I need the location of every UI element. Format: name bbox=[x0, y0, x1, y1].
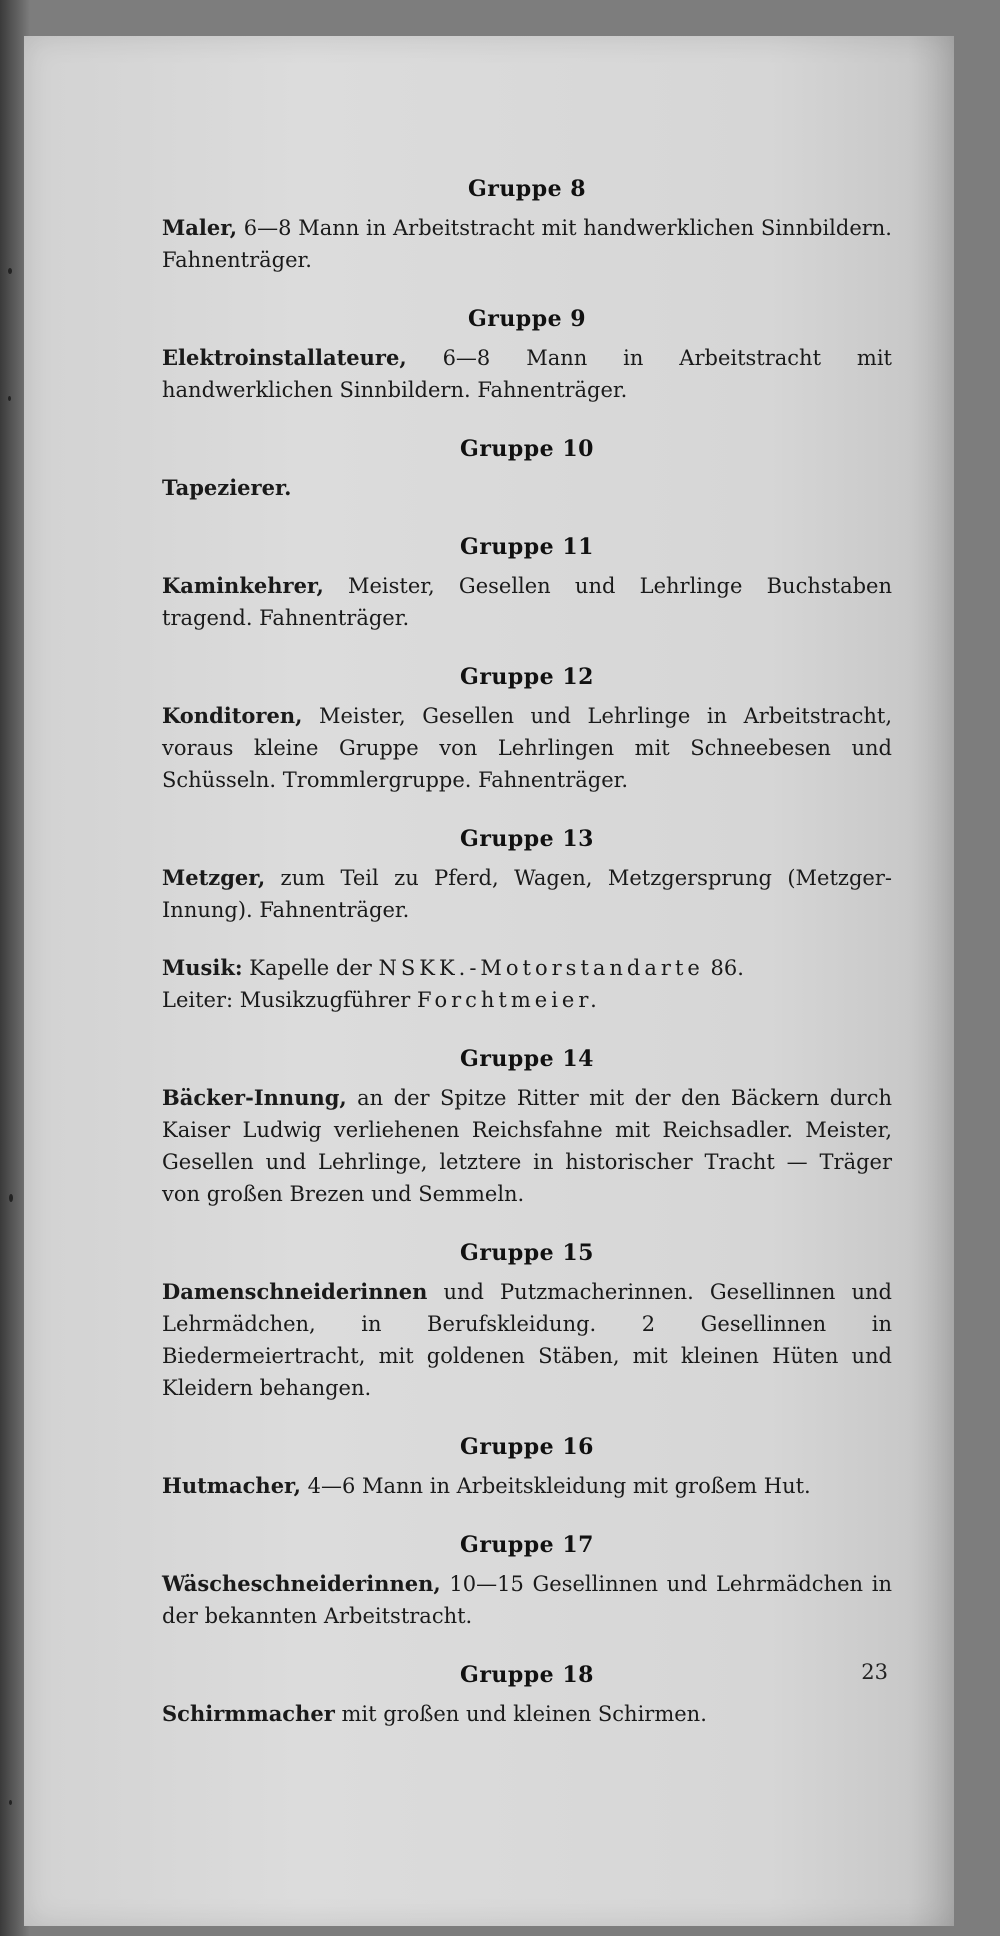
group-description bbox=[162, 1698, 892, 1730]
binding-speck bbox=[9, 1194, 13, 1202]
group-text: zum Teil zu Pferd, Wagen, Metzgersprung (Metzger-Innung). Fahnenträger. bbox=[162, 866, 892, 922]
music-info bbox=[162, 952, 892, 1016]
group-description bbox=[162, 212, 892, 276]
group-lead: Kaminkehrer, bbox=[162, 573, 324, 598]
group-lead: Damenschneiderinnen bbox=[162, 1279, 428, 1304]
group-lead: Maler, bbox=[162, 215, 238, 240]
group-text: und Putzmacherinnen. Gesellinnen und Lehrmädchen, in Berufskleidung. 2 Gesellinnen in Biedermeiertracht, mit goldenen Stäben, mit kleinen Hüten und Kleidern behangen. bbox=[162, 1280, 892, 1400]
group-lead: Elektroinstallateure, bbox=[162, 345, 407, 370]
binding-speck bbox=[9, 1800, 12, 1805]
music-band-line bbox=[162, 952, 892, 984]
group-9 bbox=[162, 306, 892, 406]
music-leader-label: Leiter: Musikzugführer bbox=[162, 988, 418, 1012]
group-heading: Gruppe 14 bbox=[460, 1046, 594, 1072]
group-description bbox=[162, 472, 892, 504]
group-text: 6—8 Mann in Arbeitstracht mit handwerklichen Sinnbildern. Fahnenträger. bbox=[162, 346, 892, 402]
music-band-name: NSKK.-Motorstandarte bbox=[378, 956, 704, 980]
group-heading: Gruppe 15 bbox=[460, 1240, 594, 1266]
group-lead: Konditoren, bbox=[162, 703, 303, 728]
group-8 bbox=[162, 176, 892, 276]
group-lead: Tapezierer. bbox=[162, 475, 292, 500]
group-14 bbox=[162, 1046, 892, 1210]
group-heading: Gruppe 16 bbox=[460, 1434, 594, 1460]
group-lead: Wäscheschneiderinnen, bbox=[162, 1571, 441, 1596]
music-band-number: 86. bbox=[703, 956, 744, 980]
group-heading: Gruppe 18 bbox=[460, 1662, 594, 1688]
group-12 bbox=[162, 664, 892, 796]
music-leader-name: Forchtmeier. bbox=[417, 988, 601, 1012]
group-text: 4—6 Mann in Arbeitskleidung mit großem Hut. bbox=[300, 1474, 811, 1498]
page-edge-shadow bbox=[908, 36, 954, 1926]
group-description bbox=[162, 1082, 892, 1210]
group-text: mit großen und kleinen Schirmen. bbox=[334, 1702, 707, 1726]
group-heading: Gruppe 17 bbox=[460, 1532, 594, 1558]
group-heading: Gruppe 8 bbox=[467, 176, 587, 202]
group-heading: Gruppe 10 bbox=[460, 436, 594, 462]
group-description bbox=[162, 862, 892, 926]
page-content bbox=[162, 176, 892, 1760]
group-17 bbox=[162, 1532, 892, 1632]
book-page bbox=[24, 36, 954, 1926]
group-description bbox=[162, 342, 892, 406]
group-description bbox=[162, 1568, 892, 1632]
group-heading: Gruppe 9 bbox=[467, 306, 587, 332]
group-description bbox=[162, 1276, 892, 1404]
music-band: Kapelle der bbox=[242, 956, 379, 980]
group-description bbox=[162, 570, 892, 634]
group-16 bbox=[162, 1434, 892, 1502]
group-description bbox=[162, 700, 892, 796]
group-11 bbox=[162, 534, 892, 634]
group-text: Meister, Gesellen und Lehrlinge in Arbeitstracht, voraus kleine Gruppe von Lehrlingen mit Schneebesen und Schüsseln. Trommlergruppe. Fahnenträger. bbox=[162, 704, 892, 792]
group-heading: Gruppe 12 bbox=[460, 664, 594, 690]
music-leader-line bbox=[162, 984, 892, 1016]
music-label: Musik: bbox=[162, 955, 243, 980]
group-lead: Bäcker-Innung, bbox=[162, 1085, 347, 1110]
group-text: 10—15 Gesellinnen und Lehrmädchen in der bekannten Arbeitstracht. bbox=[162, 1572, 892, 1628]
group-lead: Hutmacher, bbox=[162, 1473, 301, 1498]
group-heading: Gruppe 13 bbox=[460, 826, 594, 852]
group-lead: Metzger, bbox=[162, 865, 266, 890]
group-text: 6—8 Mann in Arbeitstracht mit handwerklichen Sinnbildern. Fahnenträger. bbox=[162, 216, 892, 272]
group-10 bbox=[162, 436, 892, 504]
group-15 bbox=[162, 1240, 892, 1404]
group-13 bbox=[162, 826, 892, 926]
binding-speck bbox=[8, 268, 12, 274]
page-number: 23 bbox=[861, 1660, 888, 1684]
binding-speck bbox=[8, 396, 11, 401]
group-text: Meister, Gesellen und Lehrlinge Buchstaben tragend. Fahnenträger. bbox=[162, 574, 892, 630]
group-text: an der Spitze Ritter mit der den Bäckern durch Kaiser Ludwig verliehenen Reichsfahne mit Reichsadler. Meister, Gesellen und Lehrlinge, letztere in historischer Tracht — Träger von großen Brezen und Semmeln. bbox=[162, 1086, 892, 1206]
group-description bbox=[162, 1470, 892, 1502]
group-18 bbox=[162, 1662, 892, 1730]
group-heading: Gruppe 11 bbox=[460, 534, 594, 560]
group-lead: Schirmmacher bbox=[162, 1701, 335, 1726]
